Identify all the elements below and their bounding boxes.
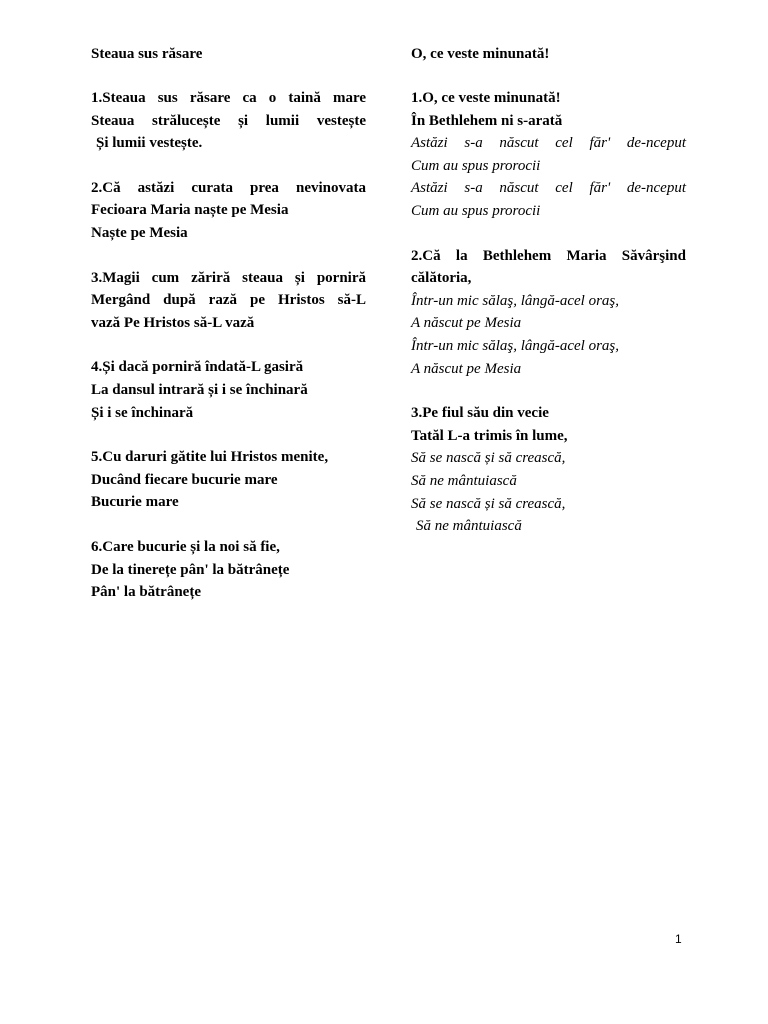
- page-number: 1: [675, 932, 682, 946]
- lyric-line: 1.Steaua sus răsare ca o taină mare: [91, 90, 366, 106]
- left-stanza-4: [91, 356, 366, 424]
- lyric-line: 3.Pe fiul său din vecie: [411, 405, 549, 422]
- lyric-line: Bucurie mare: [91, 494, 179, 511]
- lyric-line: Să se nască și să crească,: [411, 495, 566, 512]
- lyric-line: Într-un mic sălaş, lângă-acel oraş,: [411, 337, 620, 354]
- left-stanza-3: [91, 267, 366, 335]
- lyric-line: În Bethlehem ni s-arată: [411, 112, 563, 129]
- right-stanza-3: [411, 402, 686, 538]
- lyric-line: 3.Magii cum zăriră steaua și porniră: [91, 269, 366, 286]
- lyric-line: A născut pe Mesia: [411, 360, 522, 377]
- left-song-title: Steaua sus răsare: [91, 46, 203, 62]
- lyric-line: Să ne mântuiască: [416, 518, 522, 535]
- lyric-line: Și i se închinară: [91, 404, 194, 421]
- lyric-line: Pân' la bătrânețe: [91, 584, 201, 601]
- lyric-line: Astăzi s-a născut cel făr' de-nceput: [411, 180, 686, 197]
- right-stanza-2: [411, 245, 686, 381]
- lyric-line: A născut pe Mesia: [411, 315, 522, 332]
- lyric-line: Ducând fiecare bucurie mare: [91, 471, 278, 488]
- lyric-line: 5.Cu daruri gătite lui Hristos menite,: [91, 449, 329, 466]
- lyric-line: Tatăl L-a trimis în lume,: [411, 427, 568, 444]
- left-stanza-5: [91, 446, 366, 514]
- lyric-line: Să se nască și să crească,: [411, 450, 566, 467]
- right-stanza-1: [411, 87, 686, 223]
- lyric-line: Steaua strălucește și lumii vestește: [91, 112, 366, 129]
- lyric-line: Cum au spus prorocii: [411, 202, 541, 219]
- lyric-line: vază Pe Hristos să-L vază: [91, 314, 255, 331]
- lyric-line: La dansul intrară și i se închinară: [91, 381, 308, 398]
- left-song-column: [91, 43, 366, 626]
- lyric-line: Astăzi s-a născut cel făr' de-nceput: [411, 135, 686, 152]
- lyric-line: 2.Că la Bethlehem Maria Săvârşind: [411, 247, 686, 264]
- left-stanza-1: [91, 87, 366, 155]
- right-song-title: O, ce veste minunată!: [411, 46, 550, 62]
- lyric-line: 2.Că astăzi curata prea nevinovata: [91, 179, 366, 196]
- right-song-column: [411, 43, 686, 560]
- lyric-line: 1.O, ce veste minunată!: [411, 90, 561, 106]
- lyric-line: 4.Și dacă porniră îndată-L gasiră: [91, 359, 304, 376]
- lyric-line: Fecioara Maria naște pe Mesia: [91, 202, 289, 219]
- lyric-line: Cum au spus prorocii: [411, 157, 541, 174]
- lyric-line: Naște pe Mesia: [91, 224, 188, 241]
- left-stanza-6: [91, 536, 366, 604]
- lyric-line: Să ne mântuiască: [411, 472, 517, 489]
- lyric-line: Mergând după rază pe Hristos să-L: [91, 292, 366, 309]
- lyric-line: De la tinerețe pân' la bătrânețe: [91, 561, 290, 578]
- lyric-line: Într-un mic sălaş, lângă-acel oraş,: [411, 292, 620, 309]
- lyric-line: călătoria,: [411, 270, 472, 287]
- lyric-line: Și lumii vestește.: [96, 135, 203, 152]
- left-stanza-2: [91, 177, 366, 245]
- lyric-line: 6.Care bucurie și la noi să fie,: [91, 538, 280, 555]
